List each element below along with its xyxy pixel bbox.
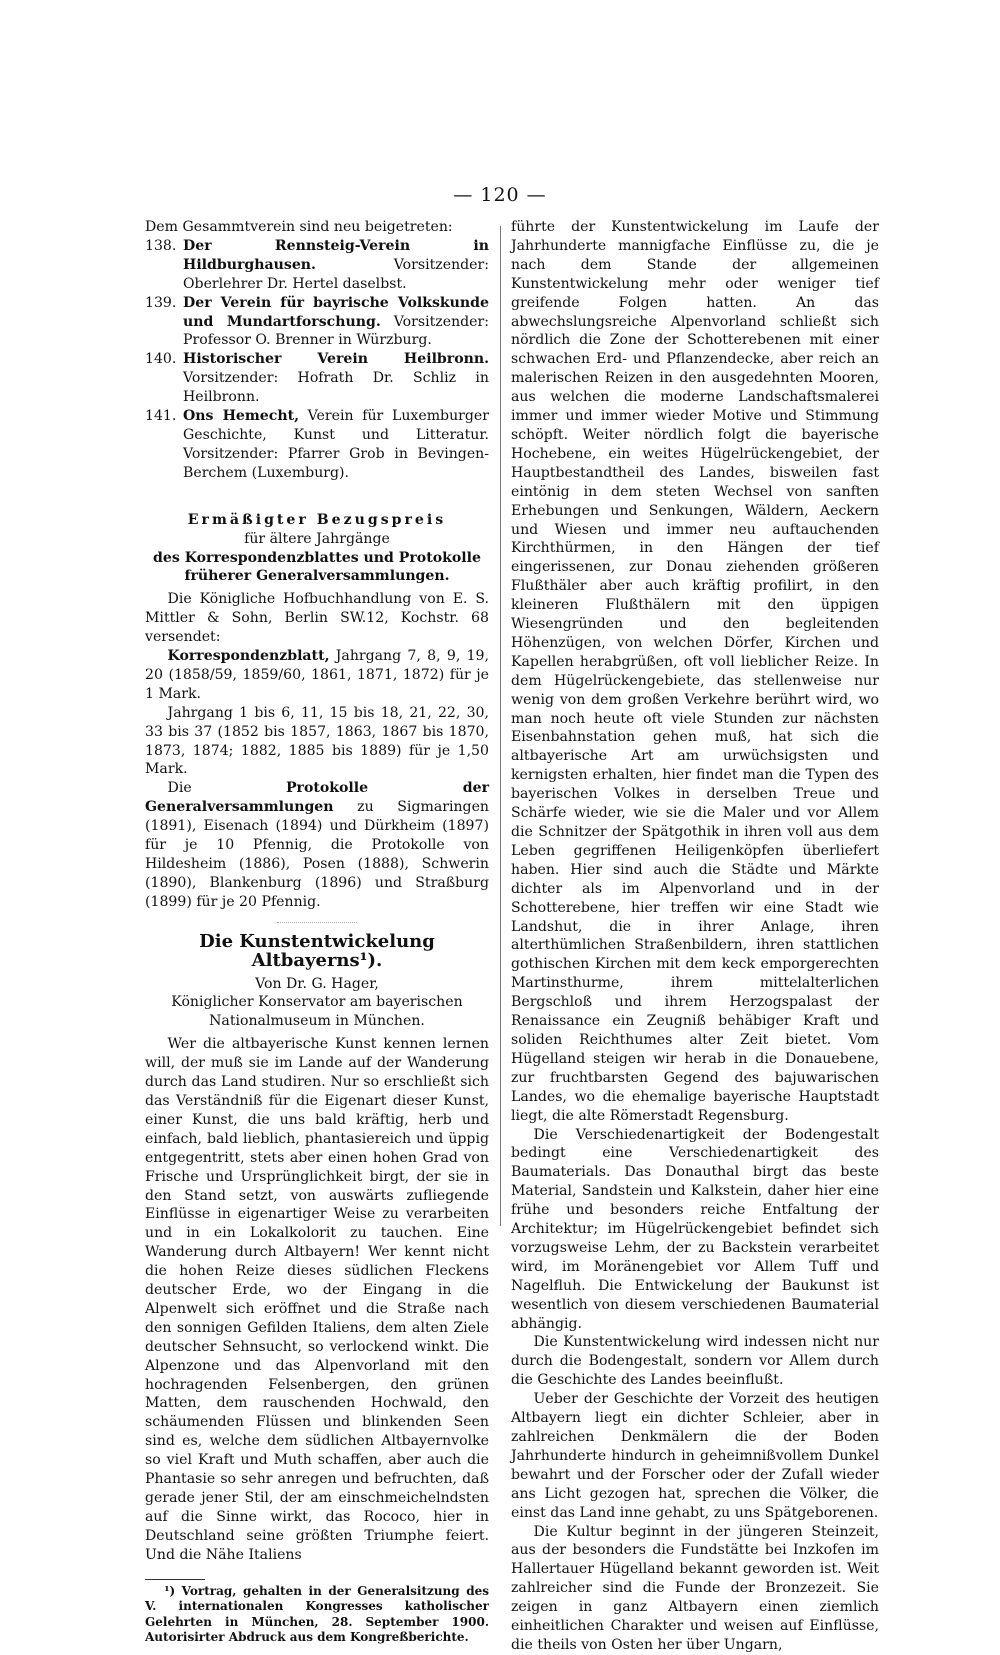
price-item-text: Jahrgang 7, 8, 9, 19, 20 (1858/59, 1859/60, 1861, 1871, 1872) für je 1 Mark. [145, 648, 489, 702]
price-paragraph: Die Königliche Hofbuchhandlung von E. S. Mittler & Sohn, Berlin SW.12, Kochstr. 68 versendet: [145, 591, 489, 646]
article-title: Die Kunstentwickelung Altbayerns¹). [199, 930, 435, 971]
member-name: Der Verein für bayrische Volkskunde und Mundartforschung. [183, 294, 489, 330]
column-divider [500, 226, 501, 1226]
article-body: Die Kunstentwickelung wird indessen nicht nur durch die Bodengestalt, sondern vor Allem durch die Geschichte des Landes beeinflußt. [511, 1334, 879, 1389]
member-number: 138. [145, 237, 177, 254]
price-subheading: für ältere Jahrgänge [244, 530, 390, 547]
member-number: 141. [145, 408, 177, 425]
member-entry [145, 294, 489, 351]
member-details: Verein für Luxemburger Geschichte, Kunst und Litteratur. Vorsitzender: Pfarrer Grob in Bevingen-Berchem (Luxemburg). [183, 408, 489, 481]
price-item-label: Korrespondenzblatt, [167, 648, 330, 665]
author-affiliation: Königlicher Konservator am bayerischen Nationalmuseum in München. [171, 994, 463, 1030]
article-body: Die Kultur beginnt in der jüngeren Steinzeit, aus der besonders die Fundstätte bei Inzkofen im Hallertauer Hügelland bekannt geworden ist. Weit zahlreicher sind die Funde der Bronzezeit. Sie zeigen in ganz Altbayern einen ziemlich einheitlichen Charakter und weisen auf Einflüsse, die theils von Osten her über Ungarn, [511, 1523, 879, 1653]
member-entry [145, 350, 489, 407]
price-item-prefix: Die [167, 780, 192, 797]
price-item-label: Protokolle der Generalversammlungen [145, 780, 490, 816]
price-subheading-bold: des Korrespondenzblattes und Protokolle früherer Generalversammlungen. [153, 549, 481, 585]
member-text [183, 237, 489, 294]
member-name: Der Rennsteig-Verein in Hildburghausen. [183, 237, 489, 273]
price-paragraph [145, 647, 489, 704]
page-number: — 120 — [453, 184, 547, 206]
member-name: Ons Hemecht, [183, 408, 299, 425]
left-column [145, 218, 489, 1646]
section-separator [277, 922, 357, 923]
member-text [183, 294, 489, 351]
member-details: Vorsitzender: Professor O. Brenner in Würzburg. [183, 313, 489, 349]
footnote: ¹) Vortrag, gehalten in der Generalsitzung des V. internationalen Kongresses katholischer Gelehrten in München, 28. September 1900. Autorisirter Abdruck aus dem Kongreßberichte. [145, 1583, 489, 1645]
member-entry [145, 407, 489, 483]
member-number: 140. [145, 351, 177, 368]
member-number: 139. [145, 294, 177, 311]
article-body: führte der Kunstentwickelung im Laufe der Jahrhunderte mannigfache Einflüsse zu, die je nach dem Stande der allgemeinen Kunstentwickelung mehr oder weniger tief greifende Folgen hatten. An das abwechslungsreiche Alpenvorland schließt sich nördlich die Zone der Schotterebenen mit einer schwachen Erd- und Pflanzendecke, aber reich an malerischen Reizen in den ausgedehnten Mooren, aus welchen die moderne Landschaftsmalerei immer und immer wieder Motive und Stimmung schöpft. Weiter nördlich folgt die bayerische Hochebene, ein weites Hügelrückengebiet, der Hauptbestandtheil des Landes, bisweilen fast eintönig in dem steten Wechsel von sanften Erhebungen und Senkungen, Wäldern, Aeckern und Wiesen und immer neu auftauchenden Kirchthürmen, in den Hängen der tief eingerissenen, zur Donau ziehenden größeren Flußthäler aber auch kräftig profilirt, in den kleineren Flußthälern mit den üppigen Wiesengründen und den begleitenden Höhenzügen, von welchen Dörfer, Kirchen und Kapellen herabgrüßen, oft voll lieblicher Reize. In dem Hügelrückengebiete, das stellenweise nur wenig von dem großen Verkehre berührt wird, wo man noch heute oft viele Stunden zur nächsten Eisenbahnstation gehen muß, hat sich die altbayerische Art am urwüchsigsten und kernigsten erhalten, hier findet man die Typen des bayerischen Volkes in derselben Treue und Schärfe wieder, wie sie die Maler und vor Allem die Schnitzer der Spätgothik in ihren voll aus dem Leben gegriffenen Heiligenköpfen überliefert haben. Hier sind auch die Städte und Märkte dichter als im Alpenvorland und in der Schotterebene, hier treffen wir eine Stadt wie Landshut, die in ihrer Anlage, ihren alterthümlichen Straßenbildern, ihren stattlichen gothischen Kirchen mit dem keck emporgerechten Martinsthurme, ihrem mittelalterlichen Bergschloß und ihrem Herzogspalast der Renaissance ein Zeugniß behäbiger Kraft und soliden Reichthumes alter Zeit bietet. Vom Hügelland steigen wir herab in die Donauebene, zur fruchtbarsten Gegend des bajuwarischen Landes, wo die ehemalige bayerische Hauptstadt liegt, die alte Römerstadt Regensburg. [511, 219, 879, 1124]
price-item-text: zu Sigmaringen (1891), Eisenach (1894) und Dürkheim (1897) für je 10 Pfennig, die Protokolle von Hildesheim (1886), Posen (1888), Schwerin (1890), Blankenburg (1896) und Straßburg (1899) für je 20 Pfennig. [145, 799, 489, 910]
member-name: Historischer Verein Heilbronn. [183, 351, 489, 368]
price-paragraph [145, 779, 489, 911]
price-heading: Ermäßigter Bezugspreis [187, 511, 447, 528]
article-body: Wer die altbayerische Kunst kennen lernen will, der muß sie im Lande auf der Wanderung durch das Land studiren. Nur so erschließt sich das Verständniß für die Eigenart dieser Kunst, einer Kunst, die uns bald kräftig, herb und einfach, bald lieblich, phantasiereich und üppig entgegentritt, stets aber einen hohen Grad von Frische und Ursprünglichkeit birgt, der sie in den Stand setzt, von auswärts zufliegende Einflüsse in eigenartiger Weise zu verarbeiten und in ein Lokalkolorit zu tauchen. Eine Wanderung durch Altbayern! Wer kennt nicht die hohen Reize dieses südlichen Fleckens deutscher Erde, wo der Eingang in die Alpenwelt sich eröffnet und die Straße nach den sonnigen Gefilden Italiens, dem alten Ziele deutscher Sehnsucht, so verlockend winkt. Die Alpenzone und das Alpenvorland mit den hochragenden Felsenbergen, den grünen Matten, dem rauschenden Hochwald, den schäumenden Flüssen und blinkenden Seen sind es, welche dem südlichen Altbayernvolke so viel Kraft und Muth schaffen, aber auch die Phantasie so sehr anregen und befruchten, daß gerade jener Stil, der am einschmeichelndsten auf die Sinne wirkt, das Rococo, hier in Deutschland seine größten Triumphe feiert. Und die Nähe Italiens [145, 1036, 489, 1563]
article-body: Die Verschiedenartigkeit der Bodengestalt bedingt eine Verschiedenartigkeit des Baumaterials. Das Donauthal birgt das beste Material, Sandstein und Kalkstein, daher hier eine frühe und besonders reiche Entfaltung der Architektur; im Hügelrückengebiet befindet sich vorzugsweise Lehm, der zu Backstein verarbeitet wird, im Moränengebiet vor Allem Tuff und Nagelfluh. Die Entwickelung der Baukunst ist wesentlich von diesem verschiedenen Baumaterial abhängig. [511, 1126, 879, 1332]
member-text [183, 350, 489, 407]
article-author: Von Dr. G. Hager, [255, 975, 379, 992]
member-details: Vorsitzender: Oberlehrer Dr. Hertel daselbst. [183, 256, 489, 292]
article-body: Ueber der Geschichte der Vorzeit des heutigen Altbayern liegt ein dichter Schleier, aber in zahlreichen Denkmälern die der Boden Jahrhunderte hindurch in geheimnißvollem Dunkel bewahrt und der Forscher oder der Zufall wieder ans Licht gezogen hat, sprechen die Völker, die einst das Land inne gehabt, zu uns Spätgeborenen. [511, 1391, 879, 1521]
right-column [511, 218, 879, 1655]
member-text [183, 407, 489, 483]
member-details: Vorsitzender: Hofrath Dr. Schliz in Heilbronn. [183, 370, 489, 406]
footnote-rule [145, 1579, 205, 1580]
member-entry [145, 237, 489, 294]
members-intro: Dem Gesammtverein sind neu beigetreten: [145, 219, 453, 235]
price-paragraph: Jahrgang 1 bis 6, 11, 15 bis 18, 21, 22, 30, 33 bis 37 (1852 bis 1857, 1863, 1867 bis 1870, 1873, 1874; 1882, 1885 bis 1889) für je 1,50 Mark. [145, 704, 489, 778]
